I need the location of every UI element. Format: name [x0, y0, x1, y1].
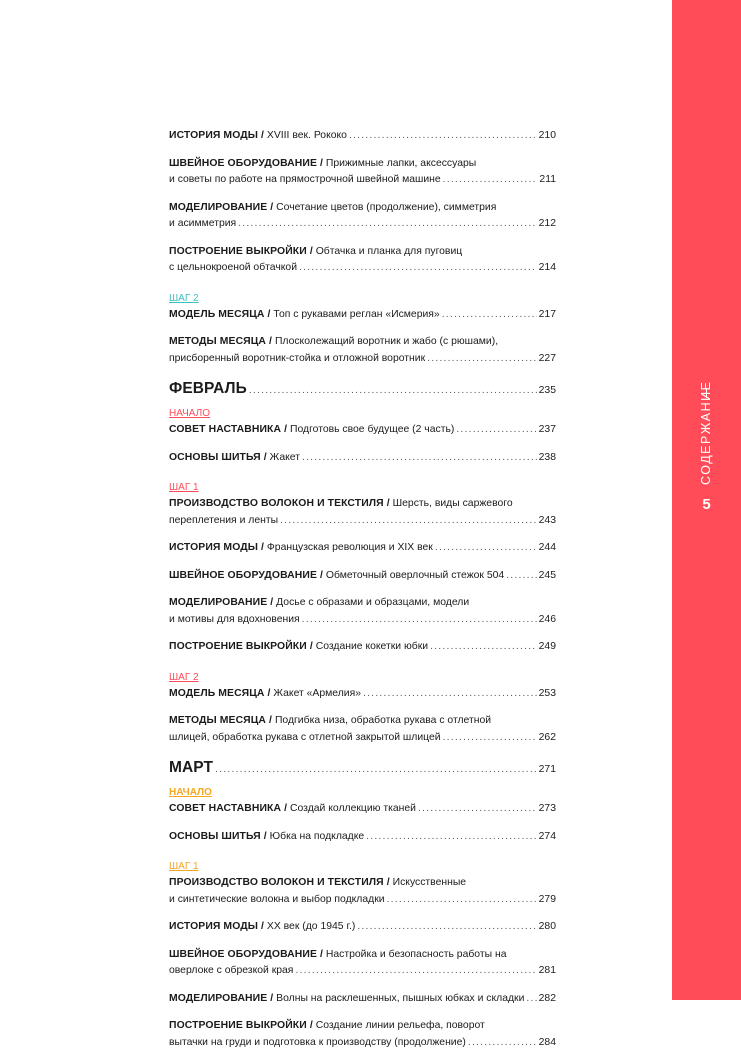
entry-text: Юбка на подкладке — [269, 830, 365, 842]
toc-entry[interactable]: ОСНОВЫ ШИТЬЯ / Жакет ..... 238 — [169, 450, 556, 467]
section-tag: ШАГ 1 — [169, 482, 199, 493]
entry-text: XVIII век. Рококо — [266, 130, 347, 141]
toc-entry[interactable]: ОСНОВЫ ШИТЬЯ / Юбка на подкладке ..... 274 — [169, 829, 556, 846]
entry-page: 262 — [538, 731, 556, 743]
toc-entry[interactable]: МОДЕЛИРОВАНИЕ / Досье с образами и образцами, модели и мотивы для вдохновения ..... 246 — [169, 595, 556, 628]
entry-heading: ПОСТРОЕНИЕ ВЫКРОЙКИ — [169, 1020, 307, 1031]
toc-entry[interactable]: МОДЕЛЬ МЕСЯЦА / Жакет «Армелия» ..... 253 — [169, 686, 556, 703]
leader-dots — [249, 380, 537, 402]
toc-entry[interactable]: ПОСТРОЕНИЕ ВЫКРОЙКИ / Создание линии рельефа, поворот вытачки на груди и подготовка к производству (продолжение) ..... 284 — [169, 1018, 556, 1051]
entry-heading: ИСТОРИЯ МОДЫ — [169, 921, 259, 932]
month-title: МАРТ — [169, 759, 214, 776]
entry-text: переплетения и ленты — [169, 514, 279, 526]
toc-entry[interactable]: СОВЕТ НАСТАВНИКА / Подготовь свое будущее (2 часть) ..... 237 — [169, 422, 556, 439]
entry-text: и советы по работе на прямострочной швейной машине — [169, 174, 441, 185]
leader-dots — [387, 892, 537, 909]
entry-text: с цельнокроеной обтачкой — [169, 262, 298, 273]
entry-text: и синтетические волокна и выбор подкладки — [169, 893, 385, 905]
entry-page: 279 — [538, 893, 556, 905]
toc-entry[interactable]: МОДЕЛЬ МЕСЯЦА / Топ с рукавами реглан «Исмерия» ..... 217 — [169, 307, 556, 324]
entry-text: и асимметрия — [169, 218, 237, 229]
section-tag: НАЧАЛО — [169, 408, 211, 419]
entry-page: 227 — [538, 352, 556, 364]
entry-page: 210 — [538, 130, 556, 141]
entry-page: 253 — [538, 687, 556, 699]
entry-page: 246 — [538, 613, 556, 625]
leader-dots — [363, 686, 537, 703]
toc-entry[interactable]: ПРОИЗВОДСТВО ВОЛОКОН И ТЕКСТИЛЯ / Искусственные и синтетические волокна и выбор подкладки ..... 279 — [169, 875, 556, 908]
toc-entry[interactable]: ПОСТРОЕНИЕ ВЫКРОЙКИ / Обтачка и планка для пуговиц с цельнокроеной обтачкой ..... 214 — [169, 244, 556, 277]
entry-heading: СОВЕТ НАСТАВНИКА — [169, 803, 282, 814]
toc-entry[interactable]: ШВЕЙНОЕ ОБОРУДОВАНИЕ / Обметочный оверлочный стежок 504 ..... 245 — [169, 568, 556, 585]
toc-entry[interactable]: ПРОИЗВОДСТВО ВОЛОКОН И ТЕКСТИЛЯ / Шерсть, виды саржевого переплетения и ленты ..... 243 — [169, 496, 556, 529]
entry-heading: СОВЕТ НАСТАВНИКА — [169, 424, 282, 435]
entry-text: Шерсть, виды саржевого — [392, 498, 513, 509]
entry-text: Французская революция и XIX век — [266, 542, 433, 553]
entry-heading: МОДЕЛИРОВАНИЕ — [169, 597, 268, 608]
entry-page: 282 — [538, 992, 556, 1004]
leader-dots — [430, 639, 537, 656]
entry-text: Прижимные лапки, аксессуары — [325, 157, 477, 169]
leader-dots — [238, 216, 536, 233]
toc-entry[interactable]: СОВЕТ НАСТАВНИКА / Создай коллекцию тканей ..... 273 — [169, 801, 556, 818]
entry-text: Создай коллекцию тканей — [290, 803, 416, 814]
entry-text: присборенный воротник-стойка и отложной воротник — [169, 352, 426, 364]
entry-text: Досье с образами и образцами, модели — [276, 597, 470, 608]
entry-page: 212 — [538, 218, 556, 229]
entry-heading: ШВЕЙНОЕ ОБОРУДОВАНИЕ — [169, 569, 317, 581]
entry-heading: ПРОИЗВОДСТВО ВОЛОКОН И ТЕКСТИЛЯ — [169, 877, 384, 888]
leader-dots — [456, 422, 536, 439]
entry-text: Топ с рукавами реглан «Исмерия» — [273, 308, 440, 320]
leader-dots — [299, 260, 537, 277]
entry-heading: МОДЕЛИРОВАНИЕ — [169, 992, 268, 1004]
section-tag: НАЧАЛО — [169, 787, 212, 798]
entry-page: 237 — [538, 424, 556, 435]
entry-text: Волны на расклешенных, пышных юбках и складки — [276, 992, 525, 1004]
toc-entry[interactable]: МОДЕЛИРОВАНИЕ / Волны на расклешенных, пышных юбках и складки ..... 282 — [169, 991, 556, 1008]
leader-dots — [506, 568, 536, 585]
leader-dots — [443, 172, 538, 189]
section-tag: ШАГ 2 — [169, 292, 199, 304]
entry-text: и мотивы для вдохновения — [169, 613, 300, 625]
entry-text: Настройка и безопасность работы на — [325, 948, 507, 960]
month-title: ФЕВРАЛЬ — [169, 380, 247, 397]
entry-heading: ОСНОВЫ ШИТЬЯ — [169, 830, 261, 842]
toc-entry[interactable]: ПОСТРОЕНИЕ ВЫКРОЙКИ / Создание кокетки юбки ..... 249 — [169, 639, 556, 656]
entry-page: 238 — [538, 451, 556, 463]
leader-dots — [435, 540, 537, 557]
entry-text: Жакет — [269, 451, 300, 463]
entry-page: 249 — [538, 641, 556, 652]
leader-dots — [468, 1035, 537, 1052]
entry-text: Создание линии рельефа, поворот — [315, 1020, 485, 1031]
toc-entry[interactable]: ШВЕЙНОЕ ОБОРУДОВАНИЕ / Настройка и безопасность работы на оверлоке с обрезкой края ..... 281 — [169, 947, 556, 980]
leader-dots — [427, 351, 537, 368]
entry-heading: ПОСТРОЕНИЕ ВЫКРОЙКИ — [169, 245, 307, 257]
leader-dots — [366, 829, 536, 846]
entry-text: Обметочный оверлочный стежок 504 — [325, 569, 505, 581]
toc-entry[interactable]: МЕТОДЫ МЕСЯЦА / Подгибка низа, обработка рукава с отлетной шлицей, обработка рукава с отлетной закрытой шлицей ..... 262 — [169, 713, 556, 746]
month-page: 235 — [538, 385, 556, 396]
entry-heading: ИСТОРИЯ МОДЫ — [169, 130, 259, 141]
leader-dots — [526, 991, 536, 1008]
entry-heading: МЕТОДЫ МЕСЯЦА — [169, 715, 267, 726]
entry-heading: ШВЕЙНОЕ ОБОРУДОВАНИЕ — [169, 157, 317, 169]
entry-text: шлицей, обработка рукава с отлетной закрытой шлицей — [169, 731, 441, 743]
entry-heading: ОСНОВЫ ШИТЬЯ — [169, 451, 261, 463]
entry-text: XX век (до 1945 г.) — [266, 921, 356, 932]
entry-heading: ПОСТРОЕНИЕ ВЫКРОЙКИ — [169, 641, 307, 652]
leader-dots — [302, 612, 537, 629]
leader-dots — [418, 801, 537, 818]
toc-entry[interactable]: ШВЕЙНОЕ ОБОРУДОВАНИЕ / Прижимные лапки, аксессуары и советы по работе на прямострочной швейной машине ..... 211 — [169, 156, 556, 189]
leader-dots — [357, 919, 536, 936]
toc-entry[interactable]: ИСТОРИЯ МОДЫ / Французская революция и XIX век ..... 244 — [169, 540, 556, 557]
sidebar-label: СОДЕРЖАНИЕ — [699, 380, 713, 485]
toc-entry[interactable]: ИСТОРИЯ МОДЫ / XX век (до 1945 г.) ..... 280 — [169, 919, 556, 936]
entry-page: 284 — [538, 1036, 556, 1048]
leader-dots — [302, 450, 537, 467]
month-entry[interactable] — [169, 757, 556, 781]
entry-page: 274 — [538, 830, 556, 842]
entry-text: Искусственные — [392, 877, 467, 888]
toc — [169, 128, 556, 1062]
entry-page: 244 — [538, 542, 556, 553]
entry-page: 280 — [538, 921, 556, 932]
entry-heading: ШВЕЙНОЕ ОБОРУДОВАНИЕ — [169, 948, 317, 960]
month-entry[interactable] — [169, 378, 556, 402]
leader-dots — [442, 307, 537, 324]
entry-heading: МОДЕЛЬ МЕСЯЦА — [169, 308, 265, 320]
entry-page: 217 — [538, 308, 556, 320]
sidebar — [672, 0, 741, 1000]
entry-page: 214 — [538, 262, 556, 273]
entry-text: Жакет «Армелия» — [273, 687, 361, 699]
entry-page: 281 — [538, 965, 556, 976]
section-tag: ШАГ 2 — [169, 671, 199, 683]
toc-entry[interactable]: МОДЕЛИРОВАНИЕ / Сочетание цветов (продолжение), симметрия и асимметрия ..... 212 — [169, 200, 556, 233]
entry-page: 211 — [539, 174, 556, 185]
entry-text: Подгибка низа, обработка рукава с отлетной — [274, 715, 492, 726]
entry-heading: МОДЕЛЬ МЕСЯЦА — [169, 687, 265, 699]
entry-page: 273 — [538, 803, 556, 814]
entry-page: 245 — [538, 569, 556, 581]
toc-entry[interactable]: ИСТОРИЯ МОДЫ / XVIII век. Рококо ..... 210 — [169, 128, 556, 145]
entry-text: вытачки на груди и подготовка к производству (продолжение) — [169, 1036, 466, 1048]
entry-text: Подготовь свое будущее (2 часть) — [290, 424, 455, 435]
entry-page: 243 — [538, 514, 556, 526]
entry-heading: МОДЕЛИРОВАНИЕ — [169, 201, 268, 213]
leader-dots — [280, 513, 537, 530]
page-number: 5 — [702, 496, 711, 513]
entry-text: оверлоке с обрезкой края — [169, 965, 294, 976]
entry-text: Плосколежащий воротник и жабо (с рюшами), — [274, 336, 499, 347]
leader-dots — [215, 759, 537, 781]
leader-dots — [295, 963, 536, 980]
entry-heading: МЕТОДЫ МЕСЯЦА — [169, 336, 267, 347]
leader-dots — [349, 128, 537, 145]
entry-text: Создание кокетки юбки — [315, 641, 429, 652]
entry-text: Сочетание цветов (продолжение), симметрия — [276, 201, 497, 213]
entry-text: Обтачка и планка для пуговиц — [315, 245, 463, 257]
leader-dots — [443, 730, 537, 747]
section-tag: ШАГ 1 — [169, 861, 199, 872]
entry-heading: ПРОИЗВОДСТВО ВОЛОКОН И ТЕКСТИЛЯ — [169, 498, 384, 509]
entry-heading: ИСТОРИЯ МОДЫ — [169, 542, 259, 553]
month-page: 271 — [538, 764, 556, 775]
toc-entry[interactable]: МЕТОДЫ МЕСЯЦА / Плосколежащий воротник и жабо (с рюшами), присборенный воротник-стойка и отложной воротник ..... 227 — [169, 334, 556, 367]
